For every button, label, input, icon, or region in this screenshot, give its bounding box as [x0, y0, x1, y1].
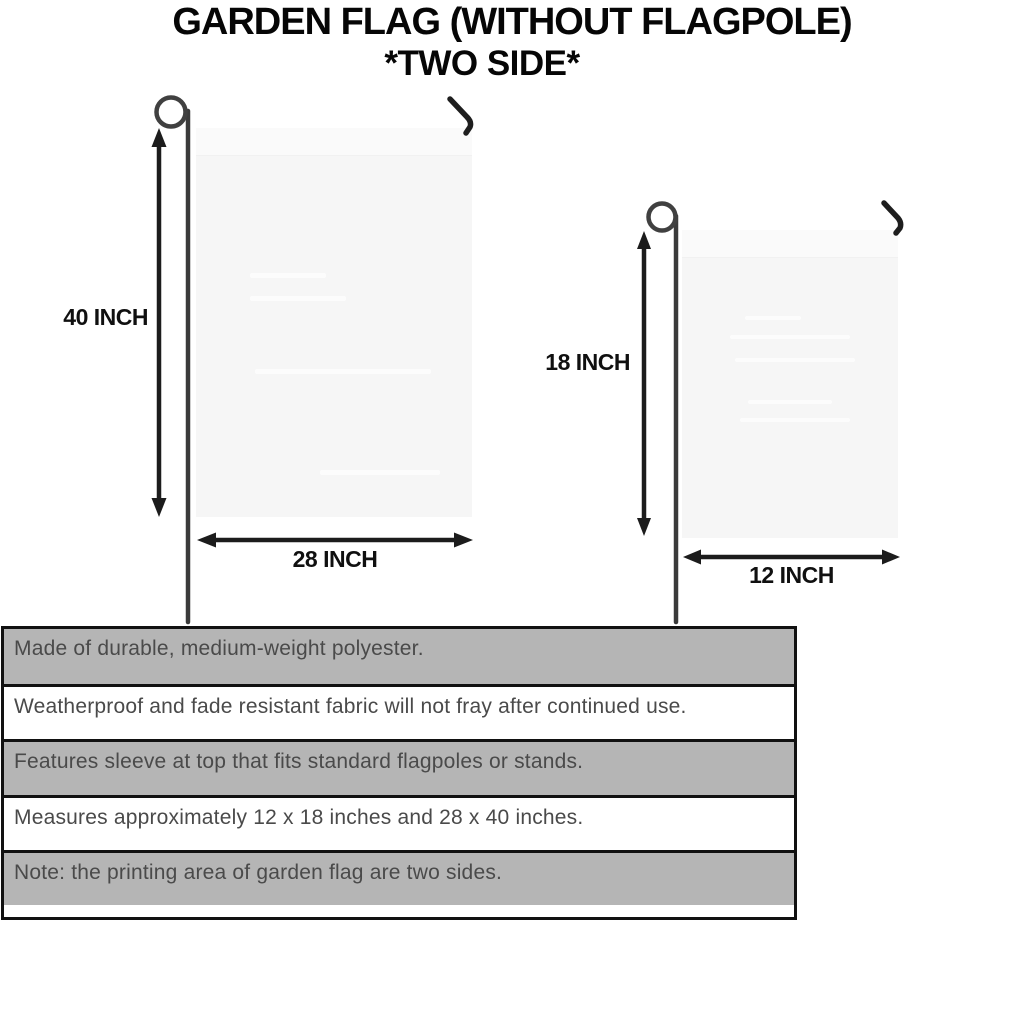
large-flagpole-loop-icon [157, 98, 186, 127]
spec-row [4, 629, 794, 684]
spec-row [4, 795, 794, 850]
spec-table [1, 626, 797, 920]
spec-row-text: Weatherproof and fade resistant fabric will not fray after continued use. [14, 695, 687, 719]
page-subtitle: *TWO SIDE* [384, 43, 580, 83]
spec-row-text: Note: the printing area of garden flag are two sides. [14, 860, 503, 884]
arrow-down-icon [152, 498, 167, 517]
spec-row [4, 850, 794, 905]
spec-row-text: Made of durable, medium-weight polyester. [14, 637, 424, 660]
small-flag-height-label: 18 INCH [545, 349, 630, 375]
spec-row-text: Measures approximately 12 x 18 inches and 28 x 40 inches. [14, 805, 584, 829]
small-flag-hook-icon [884, 203, 901, 233]
spec-row-text: Features sleeve at top that fits standard flagpoles or stands. [14, 750, 584, 774]
small-flagpole-loop-icon [649, 204, 676, 231]
arrow-up-icon [152, 128, 167, 147]
large-flag-width-label: 28 INCH [292, 546, 378, 572]
spec-row [4, 684, 794, 739]
arrow-down-icon [637, 518, 651, 536]
arrow-up-icon [637, 231, 651, 249]
page-title: GARDEN FLAG (WITHOUT FLAGPOLE) [172, 1, 852, 43]
spec-row [4, 739, 794, 794]
large-flag-height-label: 40 INCH [63, 304, 148, 330]
small-flag-width-label: 12 INCH [749, 562, 834, 588]
large-flag-hook-icon [450, 99, 471, 133]
